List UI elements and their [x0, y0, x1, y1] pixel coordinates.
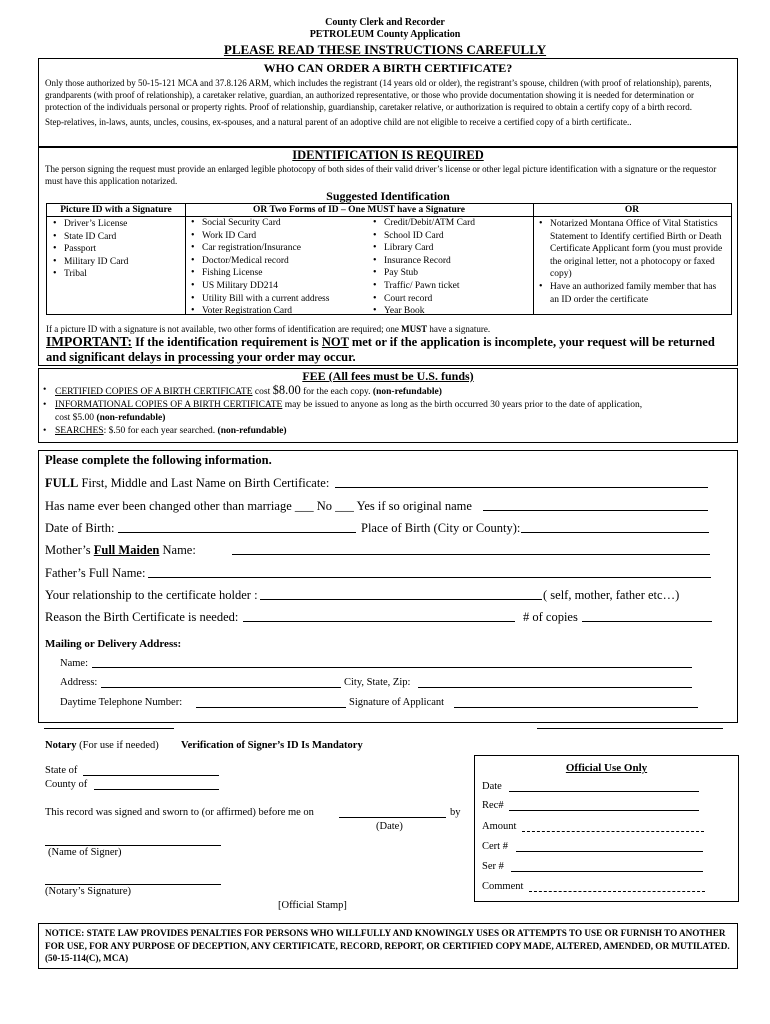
two-forms-header: OR Two Forms of ID – One MUST have a Signature	[185, 204, 533, 217]
two-forms-column	[185, 204, 534, 317]
fee-section	[38, 368, 738, 443]
ineligible-paragraph: Step-relatives, in-laws, aunts, uncles, cousins, ex-spouses, and a natural parent of an adoptive child are not eligible to receive a certified copy of a birth certificate..	[45, 117, 632, 127]
official-stamp-caption: [Official Stamp]	[278, 900, 347, 911]
state-input[interactable]	[83, 775, 219, 776]
date-caption: (Date)	[376, 821, 403, 832]
official-amount-label: Amount	[482, 821, 517, 832]
instructions-title: PLEASE READ THESE INSTRUCTIONS CAREFULLY	[223, 42, 547, 57]
address-input[interactable]	[101, 687, 341, 688]
list-item: • Traffic/ Pawn ticket	[371, 280, 531, 293]
official-ser-label: Ser #	[482, 861, 504, 872]
form-heading: Please complete the following information.	[45, 453, 272, 467]
mother-name-input[interactable]	[232, 554, 710, 555]
who-can-order-section	[38, 58, 738, 147]
list-item: • US Military DD214	[189, 280, 364, 293]
list-item: • Voter Registration Card	[189, 305, 364, 318]
list-item: • Social Security Card	[189, 217, 364, 230]
list-item: • Year Book	[371, 305, 531, 318]
city-input[interactable]	[418, 687, 692, 688]
phone-label: Daytime Telephone Number:	[60, 697, 183, 708]
copies-label: # of copies	[523, 610, 578, 624]
official-use-title: Official Use Only	[565, 762, 648, 774]
picture-id-header: Picture ID with a Signature	[47, 204, 185, 217]
verification-heading: Verification of Signer’s ID Is Mandatory	[181, 740, 363, 751]
state-label: State of	[45, 765, 78, 776]
pob-label: Place of Birth (City or County):	[361, 521, 521, 535]
address-label: Address:	[60, 677, 98, 688]
identification-title: IDENTIFICATION IS REQUIRED	[292, 148, 484, 162]
official-cert-label: Cert #	[482, 841, 508, 852]
official-amount-input[interactable]	[522, 831, 704, 832]
who-can-order-title: WHO CAN ORDER A BIRTH CERTIFICATE?	[263, 61, 513, 75]
id-table	[46, 203, 732, 315]
full-name-row: FULL First, Middle and Last Name on Birth Certificate:	[45, 476, 330, 490]
important-notice: IMPORTANT: If the identification requirement is NOT met or if the application is incomplete, your request will be returned and significant delays in processing your order may occur.	[46, 334, 715, 364]
county-application-line: PETROLEUM County Application	[309, 29, 461, 40]
or-list	[533, 218, 731, 306]
original-name-input[interactable]	[483, 510, 708, 511]
signer-caption: (Name of Signer)	[48, 847, 122, 858]
list-item: • Fishing License	[189, 267, 364, 280]
relationship-hint: ( self, mother, father etc…)	[543, 588, 680, 602]
by-label: by	[450, 807, 461, 818]
official-date-input[interactable]	[509, 791, 699, 792]
list-item: • School ID Card	[371, 230, 531, 243]
copies-input[interactable]	[582, 621, 712, 622]
list-item: • Work ID Card	[189, 230, 364, 243]
list-item: • Pay Stub	[371, 267, 531, 280]
full-name-input[interactable]	[335, 487, 708, 488]
list-item: • Military ID Card	[51, 256, 185, 269]
phone-input[interactable]	[196, 707, 346, 708]
pob-input[interactable]	[521, 532, 709, 533]
official-rec-input[interactable]	[509, 810, 699, 811]
county-input[interactable]	[94, 789, 219, 790]
identification-intro: The person signing the request must provide an enlarged legible photocopy of both sides of their valid driver’s license or other legal picture identification with a signature or the requestor must have this application notarized.	[45, 164, 717, 186]
mailing-heading: Mailing or Delivery Address:	[45, 638, 182, 650]
fee-certified: • CERTIFIED COPIES OF A BIRTH CERTIFICATE cost $8.00 for the each copy. (non-refundable)	[41, 384, 737, 399]
suggested-identification-heading: Suggested Identification	[326, 189, 450, 203]
two-forms-list-a	[189, 217, 364, 318]
reason-label: Reason the Birth Certificate is needed:	[45, 610, 239, 624]
official-rec-label: Rec#	[482, 800, 504, 811]
mail-name-label: Name:	[60, 658, 88, 669]
father-name-input[interactable]	[148, 577, 711, 578]
divider	[44, 728, 174, 729]
signer-name-input[interactable]	[45, 845, 221, 846]
list-item: • Library Card	[371, 242, 531, 255]
list-item: • Doctor/Medical record	[189, 255, 364, 268]
father-label: Father’s Full Name:	[45, 566, 146, 580]
picture-id-list	[47, 218, 185, 281]
list-item: • Notarized Montana Office of Vital Statistics Statement to Identify certified Birth or Death Certificate Applicant form (you must provide the original letter, not a photocopy or faxed copy)	[537, 218, 727, 281]
or-column	[533, 204, 731, 314]
list-item: • Credit/Debit/ATM Card	[371, 217, 531, 230]
notary-signature-caption: (Notary’s Signature)	[45, 886, 132, 897]
list-item: • Utility Bill with a current address	[189, 293, 364, 306]
official-date-label: Date	[482, 781, 502, 792]
official-ser-input[interactable]	[511, 871, 703, 872]
list-item: • Court record	[371, 293, 531, 306]
county-label: County of	[45, 779, 88, 790]
list-item: • Passport	[51, 243, 185, 256]
official-cert-input[interactable]	[516, 851, 703, 852]
fee-informational: • INFORMATIONAL COPIES OF A BIRTH CERTIFICATE may be issued to anyone as long as the birth occurred 30 years prior to the date of application, cost $5.00 (non-refundable)	[41, 399, 737, 425]
list-item: • Car registration/Insurance	[189, 242, 364, 255]
or-header: OR	[533, 204, 731, 217]
official-comment-input[interactable]	[529, 891, 705, 892]
official-comment-label: Comment	[482, 881, 524, 892]
two-forms-list-b	[371, 217, 531, 318]
who-can-order-paragraph: Only those authorized by 50-15-121 MCA and 37.8.126 ARM, which includes the registrant (14 years old or older), the registrant’s spouse, children (with proof of relationship), parents, grandparents (with proof of relationship), a caretaker relative, guardian, an authorized representative, or those who provide documentation showing it is needed for determination or protection of the individuals personal or property rights. Proof of relationship, guardianship, caretaker relative, or authorization is required to obtain a certify copy of a birth record.	[45, 78, 712, 112]
list-item: • Have an authorized family member that has an ID order the certificate	[537, 281, 727, 306]
fee-searches: • SEARCHES: $.50 for each year searched. (non-refundable)	[41, 425, 737, 438]
dob-label: Date of Birth:	[45, 521, 115, 535]
notary-signature-input[interactable]	[45, 884, 221, 885]
relationship-label: Your relationship to the certificate holder :	[45, 588, 258, 602]
picture-id-column	[47, 204, 186, 314]
notice-box	[38, 923, 738, 969]
list-item: • Insurance Record	[371, 255, 531, 268]
list-item: • State ID Card	[51, 231, 185, 244]
name-changed-row: Has name ever been changed other than marriage ___ No ___ Yes if so original name	[45, 499, 472, 513]
fee-list	[39, 384, 737, 438]
picture-id-note: If a picture ID with a signature is not available, two other forms of identification are required; one MUST have a signature.	[46, 324, 491, 334]
mail-name-input[interactable]	[92, 667, 692, 668]
signature-input[interactable]	[454, 707, 698, 708]
fee-title: FEE (All fees must be U.S. funds)	[302, 369, 474, 383]
list-item: • Tribal	[51, 268, 185, 281]
sworn-label: This record was signed and sworn to (or affirmed) before me on	[45, 807, 314, 818]
notary-heading: Notary (For use if needed)	[45, 740, 159, 751]
list-item: • Driver’s License	[51, 218, 185, 231]
signature-label: Signature of Applicant	[349, 697, 445, 708]
notice-text: NOTICE: STATE LAW PROVIDES PENALTIES FOR PERSONS WHO WILLFULLY AND KNOWINGLY USES OR ATTEMPTS TO USE OR FURNISH TO ANOTHER FOR USE, FOR ANY PURPOSE OF DECEPTION, ANY CERTIFICATE, RECORD, REPORT, OR CERTIFIED COPY MADE, ALTERED, AMENDED, OR MUTILATED. (50-15-114(C), MCA)	[45, 928, 730, 963]
dob-input[interactable]	[118, 532, 356, 533]
sworn-date-input[interactable]	[339, 817, 446, 818]
relationship-input[interactable]	[260, 599, 542, 600]
city-label: City, State, Zip:	[344, 677, 411, 688]
divider	[537, 728, 723, 729]
reason-input[interactable]	[243, 621, 515, 622]
county-clerk-line: County Clerk and Recorder	[325, 17, 445, 28]
mother-label: Mother’s Full Maiden Name:	[45, 543, 196, 557]
